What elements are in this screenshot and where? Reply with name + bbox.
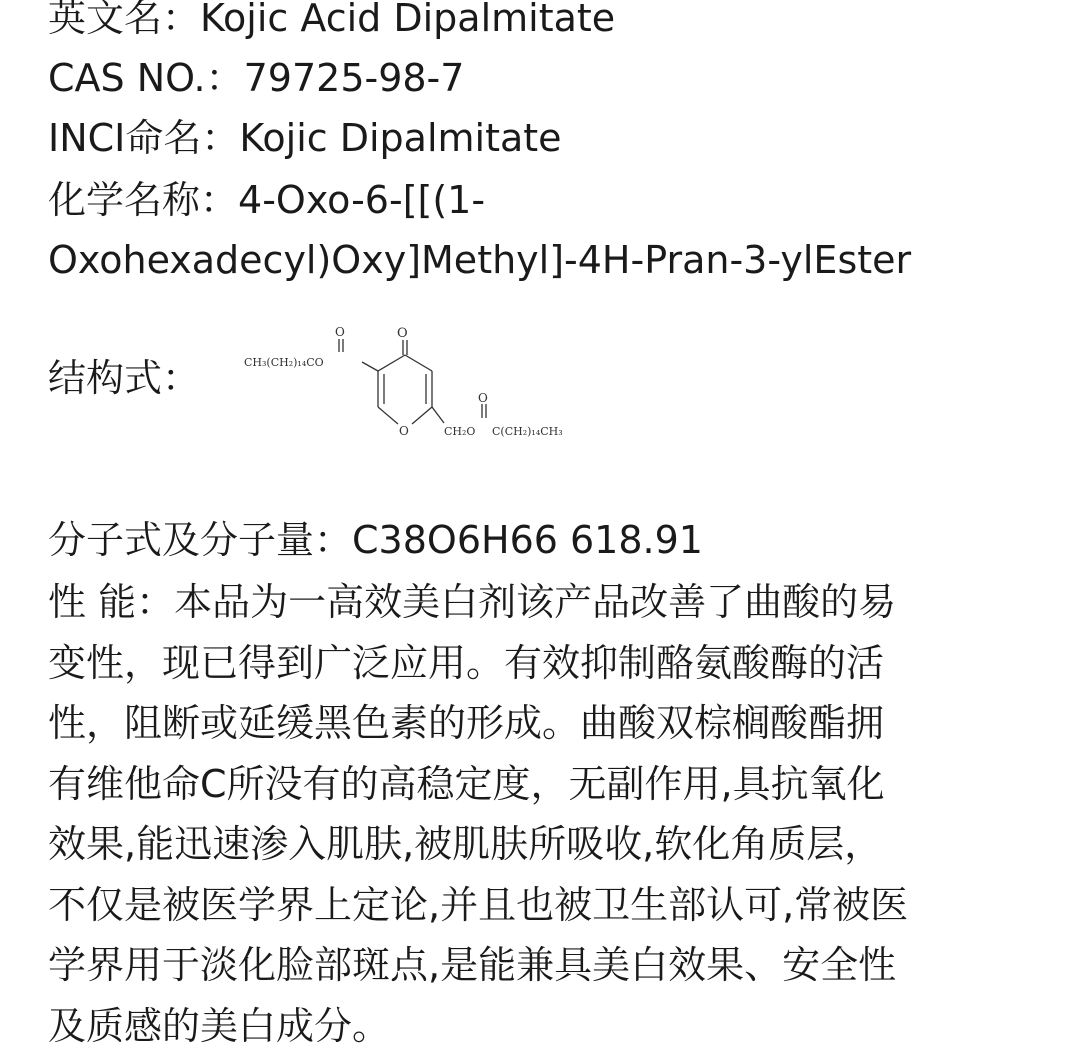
properties-line: 效果,能迅速渗入肌肤,被肌肤所吸收,软化角质层， — [48, 822, 883, 866]
left-palmitoyl-group: CH₃(CH₂)₁₄CO — [244, 356, 324, 369]
formula-label: 分子式及分子量： — [48, 518, 353, 562]
chemical-name-line2: Oxohexadecyl)Oxy]Methyl]-4H-Pran-3-ylEster — [48, 238, 912, 282]
chemical-name-row — [48, 170, 485, 230]
properties-line: 不仅是被医学界上定论,并且也被卫生部认可,常被医 — [48, 882, 909, 927]
right-methylene-oxy: CH₂O — [444, 425, 476, 438]
chemical-name-label: 化学名称： — [48, 178, 239, 222]
structural-formula — [240, 322, 620, 452]
ring-ketone-oxygen: O — [397, 326, 408, 341]
chemical-name-continuation — [48, 230, 911, 290]
inci-value: Kojic Dipalmitate — [239, 116, 562, 160]
ring-oxygen: O — [399, 424, 409, 438]
cas-label: CAS NO.： — [48, 56, 244, 100]
english-name-value: Kojic Acid Dipalmitate — [200, 0, 616, 40]
properties-line: 学界用于淡化脸部斑点,是能兼具美白效果、安全性 — [48, 943, 897, 987]
properties-paragraph — [48, 572, 1038, 1056]
english-name-label: 英文名： — [48, 0, 201, 40]
left-ester-carbonyl-oxygen: O — [335, 325, 345, 339]
inci-row — [48, 108, 562, 168]
english-name-row — [48, 0, 615, 48]
cas-value: 79725-98-7 — [243, 56, 465, 100]
properties-line: 有维他命C所没有的高稳定度，无副作用,具抗氧化 — [48, 761, 885, 806]
structure-label: 结构式： — [48, 356, 201, 400]
right-ester-carbonyl-oxygen: O — [478, 391, 488, 405]
right-palmitoyl-group: C(CH₂)₁₄CH₃ — [492, 425, 563, 438]
formula-row — [48, 510, 703, 570]
properties-line: 性 能：本品为一高效美白剂该产品改善了曲酸的易 — [48, 580, 897, 624]
properties-line: 性，阻断或延缓黑色素的形成。曲酸双棕榈酸酯拥 — [48, 701, 885, 745]
formula-value: C38O6H66 618.91 — [352, 518, 703, 562]
cas-row — [48, 48, 464, 108]
chemical-name-line1: 4-Oxo-6-[[(1- — [238, 178, 486, 222]
properties-line: 变性，现已得到广泛应用。有效抑制酪氨酸酶的活 — [48, 640, 885, 685]
bond-c4-c5 — [405, 355, 432, 371]
properties-line: 及质感的美白成分。 — [48, 1003, 391, 1048]
inci-label: INCI命名： — [48, 116, 240, 160]
